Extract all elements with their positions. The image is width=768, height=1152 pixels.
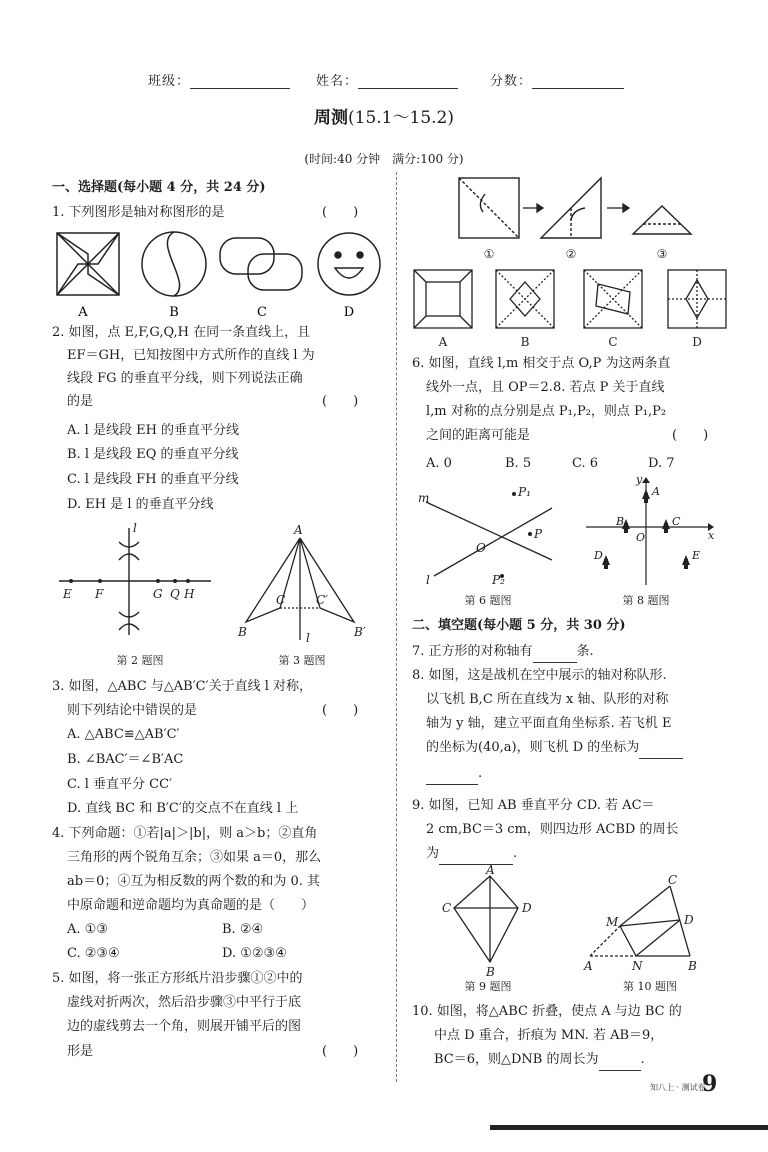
q6-paren: ( ) [672, 428, 709, 443]
fig10-label-a: A [584, 959, 593, 973]
class-blank [190, 74, 290, 89]
fig3-label-b-prime: B′ [354, 625, 366, 639]
q7-text: 7. 正方形的对称轴有 [412, 644, 533, 659]
fig10-label-m: M [606, 915, 619, 929]
q8-line-3: 轴为 y 轴，建立平面直角坐标系. 若飞机 E [426, 716, 672, 731]
fig10-label-b: B [688, 959, 697, 973]
q7-tail: 条. [576, 644, 594, 659]
q1-option-d: D [343, 305, 355, 320]
fig5-step-3: ③ [656, 247, 668, 261]
fig3-diagram [232, 520, 382, 650]
fig9-label-d: D [522, 901, 532, 915]
fig10-label-n: N [632, 959, 643, 973]
bottom-bar [490, 1125, 768, 1130]
fig6-label-l: l [426, 573, 430, 587]
fig6-label-p: P [534, 527, 543, 541]
q8-blank-b [426, 770, 478, 785]
fig5-option-b: B [520, 335, 530, 349]
q1-option-b-shape [142, 232, 206, 296]
fig2-diagram [55, 520, 215, 650]
fig9-diagram [434, 863, 544, 979]
q8-tail: . [478, 766, 483, 781]
q5-line-4: 形是 [67, 1044, 94, 1059]
q1-option-a: A [78, 305, 88, 320]
fig8-label-e: E [692, 549, 701, 562]
section2-heading: 二、填空题(每小题 5 分，共 30 分) [412, 618, 626, 633]
q6-line-3: l,m 对称的点分别是点 P₁,P₂，则点 P₁,P₂ [426, 404, 667, 419]
q3-paren: ( ) [322, 703, 359, 718]
q2-line-3: 线段 FG 的垂直平分线，则下列说法正确 [67, 371, 303, 386]
q9-line-1: 9. 如图，已知 AB 垂直平分 CD. 若 AC＝ [412, 798, 655, 813]
class-label: 班级： [148, 74, 191, 89]
q2-line-1: 2. 如图，点 E,F,G,Q,H 在同一条直线上，且 [52, 325, 311, 340]
q1-paren: ( ) [322, 205, 359, 220]
q1-option-a-shape [57, 233, 119, 295]
name-label: 姓名： [316, 74, 359, 89]
fig2-label-l: l [133, 521, 137, 535]
q2-option-b: B. l 是线段 EQ 的垂直平分线 [67, 447, 239, 462]
fig10-caption: 第 10 题图 [623, 980, 677, 993]
fig10-diagram [580, 873, 710, 976]
q7-line [412, 640, 594, 663]
q8-line-2: 以飞机 B,C 所在直线为 x 轴、队形的对称 [426, 692, 669, 707]
page-number: 9 [702, 1071, 718, 1097]
fig9-label-a: A [486, 863, 495, 877]
q6-line-2: 线外一点，且 OP＝2.8. 若点 P 关于直线 [426, 380, 665, 395]
fig2-label-g: G [153, 587, 163, 601]
q1-option-b: B [169, 305, 179, 320]
q10-tail: . [640, 1052, 645, 1067]
q8-line-1: 8. 如图，这是战机在空中展示的轴对称队形. [412, 668, 667, 683]
q2-option-a: A. l 是线段 EH 的垂直平分线 [67, 423, 240, 438]
fig2-label-e: E [63, 587, 72, 601]
q4-option-d: D. ①②③④ [222, 946, 287, 961]
fig9-caption: 第 9 题图 [464, 980, 512, 993]
q3-option-d: D. 直线 BC 和 B′C′的交点不在直线 l 上 [67, 801, 299, 816]
fig9-label-b: B [486, 965, 495, 979]
q8-blank-a [639, 744, 683, 759]
fig8-label-a: A [652, 485, 660, 498]
q8-line-5 [426, 762, 482, 785]
fig8-label-o: O [636, 531, 646, 544]
fig5-option-d: D [692, 335, 702, 349]
q5-paren: ( ) [322, 1044, 359, 1059]
q3-option-b: B. ∠BAC′＝∠B′AC [67, 752, 184, 767]
fig3-caption: 第 3 题图 [278, 654, 326, 667]
q1-figure [52, 230, 382, 320]
fig8-label-b: B [616, 515, 625, 528]
fig2-caption: 第 2 题图 [116, 654, 164, 667]
page-title [0, 103, 768, 128]
fig8-caption: 第 8 题图 [622, 594, 670, 607]
q4-line-1: 4. 下列命题：①若|a|＞|b|，则 a＞b；②直角 [52, 826, 318, 841]
q6-line-4: 之间的距离可能是 [426, 428, 531, 443]
q5-line-1: 5. 如图，将一张正方形纸片沿步骤①②中的 [52, 971, 303, 986]
q5-line-3: 边的虚线剪去一个角，则展开铺平后的图 [67, 1019, 302, 1034]
fig6-label-p1: P₁ [518, 485, 531, 499]
fig3-label-l: l [306, 631, 310, 645]
fig8-label-c: C [672, 515, 681, 528]
fig8-label-d: D [594, 549, 603, 562]
title-bold: 周测 [314, 108, 349, 128]
section1-heading: 一、选择题(每小题 4 分，共 24 分) [52, 180, 266, 195]
q4-line-2: 三角形的两个锐角互余；③如果 a＝0，那么 [67, 850, 322, 865]
fig10-label-c: C [668, 873, 678, 887]
fig10-label-d: D [684, 913, 694, 927]
q10-line-1: 10. 如图，将△ABC 折叠，使点 A 与边 BC 的 [412, 1004, 682, 1019]
score-label: 分数： [490, 74, 533, 89]
q6-line-1: 6. 如图，直线 l,m 相交于点 O,P 为这两条直 [412, 356, 671, 371]
name-blank [358, 74, 458, 89]
q2-line-2: EF＝GH，已知按图中方式所作的直线 l 为 [67, 348, 315, 363]
score-blank [532, 74, 624, 89]
fig2-label-h: H [184, 587, 195, 601]
q9-blank [439, 850, 513, 865]
q4-line-3: ab＝0；④互为相反数的两个数的和为 0. 其 [67, 874, 321, 889]
q9-line-3: 为 [426, 846, 440, 861]
q8-line-4: 的坐标为(40,a)，则飞机 D 的坐标为 [426, 740, 640, 755]
fig2-label-q: Q [170, 587, 180, 601]
fig8-label-y: y [636, 473, 643, 486]
fig2-label-f: F [95, 587, 104, 601]
fig5-options [412, 266, 732, 354]
fig6-label-o: O [476, 541, 486, 555]
q4-line-4: 中原命题和逆命题均为真命题的是（ ） [67, 898, 315, 913]
fig8-label-x: x [708, 529, 715, 542]
q4-option-c: C. ②③④ [67, 946, 120, 961]
q6-option-c: C. 6 [572, 456, 599, 471]
footer-book: 知八上 · 测试卷 [650, 1083, 706, 1092]
q7-blank [533, 648, 577, 663]
column-divider [396, 172, 397, 1082]
fig5-option-a: A [438, 335, 448, 349]
name-field [316, 70, 458, 89]
fig3-label-a: A [294, 523, 303, 537]
q2-paren: ( ) [322, 394, 359, 409]
fig5-step-1: ① [483, 247, 495, 261]
fig9-label-c: C [442, 901, 452, 915]
q8-line-4-wrap [426, 736, 683, 759]
q5-line-2: 虚线对折两次，然后沿步骤③中平行于底 [67, 995, 302, 1010]
q6-option-d: D. 7 [648, 456, 675, 471]
fig6-diagram [412, 480, 572, 590]
fig6-label-m: m [418, 491, 430, 505]
q10-line-3-wrap [434, 1048, 645, 1071]
q1-option-d-shape [318, 233, 380, 295]
q10-line-2: 中点 D 重合，折痕为 MN. 若 AB＝9， [434, 1028, 664, 1043]
q9-line-3-wrap [426, 842, 517, 865]
class-field [148, 70, 290, 89]
score-field [490, 70, 624, 89]
q2-option-c: C. l 是线段 FH 的垂直平分线 [67, 472, 239, 487]
fig5-step-2: ② [565, 247, 577, 261]
q3-line-2: 则下列结论中错误的是 [67, 703, 198, 718]
q6-option-b: B. 5 [505, 456, 532, 471]
q3-line-1: 3. 如图，△ABC 与△AB′C′关于直线 l 对称， [52, 679, 313, 694]
q2-line-4: 的是 [67, 394, 94, 409]
fig6-label-p2: P₂ [492, 573, 505, 587]
q9-line-2: 2 cm,BC＝3 cm，则四边形 ACBD 的周长 [426, 822, 679, 837]
time-note: (时间:40 分钟 满分:100 分) [304, 152, 464, 166]
q6-option-a: A. 0 [426, 456, 452, 471]
fig3-label-c-prime: C′ [316, 593, 328, 607]
fig5-option-c: C [608, 335, 618, 349]
q3-option-c: C. l 垂直平分 CC′ [67, 777, 173, 792]
fig8-diagram [582, 475, 722, 593]
q3-option-a: A. △ABC≌△AB′C′ [67, 727, 180, 742]
q1-stem: 1. 下列图形是轴对称图形的是 [52, 205, 225, 220]
fig3-label-b: B [238, 625, 247, 639]
q9-tail: . [513, 846, 518, 861]
q4-option-b: B. ②④ [222, 922, 264, 937]
fig6-caption: 第 6 题图 [464, 594, 512, 607]
fig3-label-c: C [276, 593, 286, 607]
q2-option-d: D. EH 是 l 的垂直平分线 [67, 497, 214, 512]
title-range: (15.1～15.2) [348, 108, 454, 128]
q1-option-c-shape [220, 238, 302, 290]
fig5-steps [455, 174, 715, 264]
q10-blank [599, 1056, 641, 1071]
q1-option-c: C [257, 305, 267, 320]
q4-option-a: A. ①③ [67, 922, 108, 937]
q10-line-3: BC＝6，则△DNB 的周长为 [434, 1052, 599, 1067]
